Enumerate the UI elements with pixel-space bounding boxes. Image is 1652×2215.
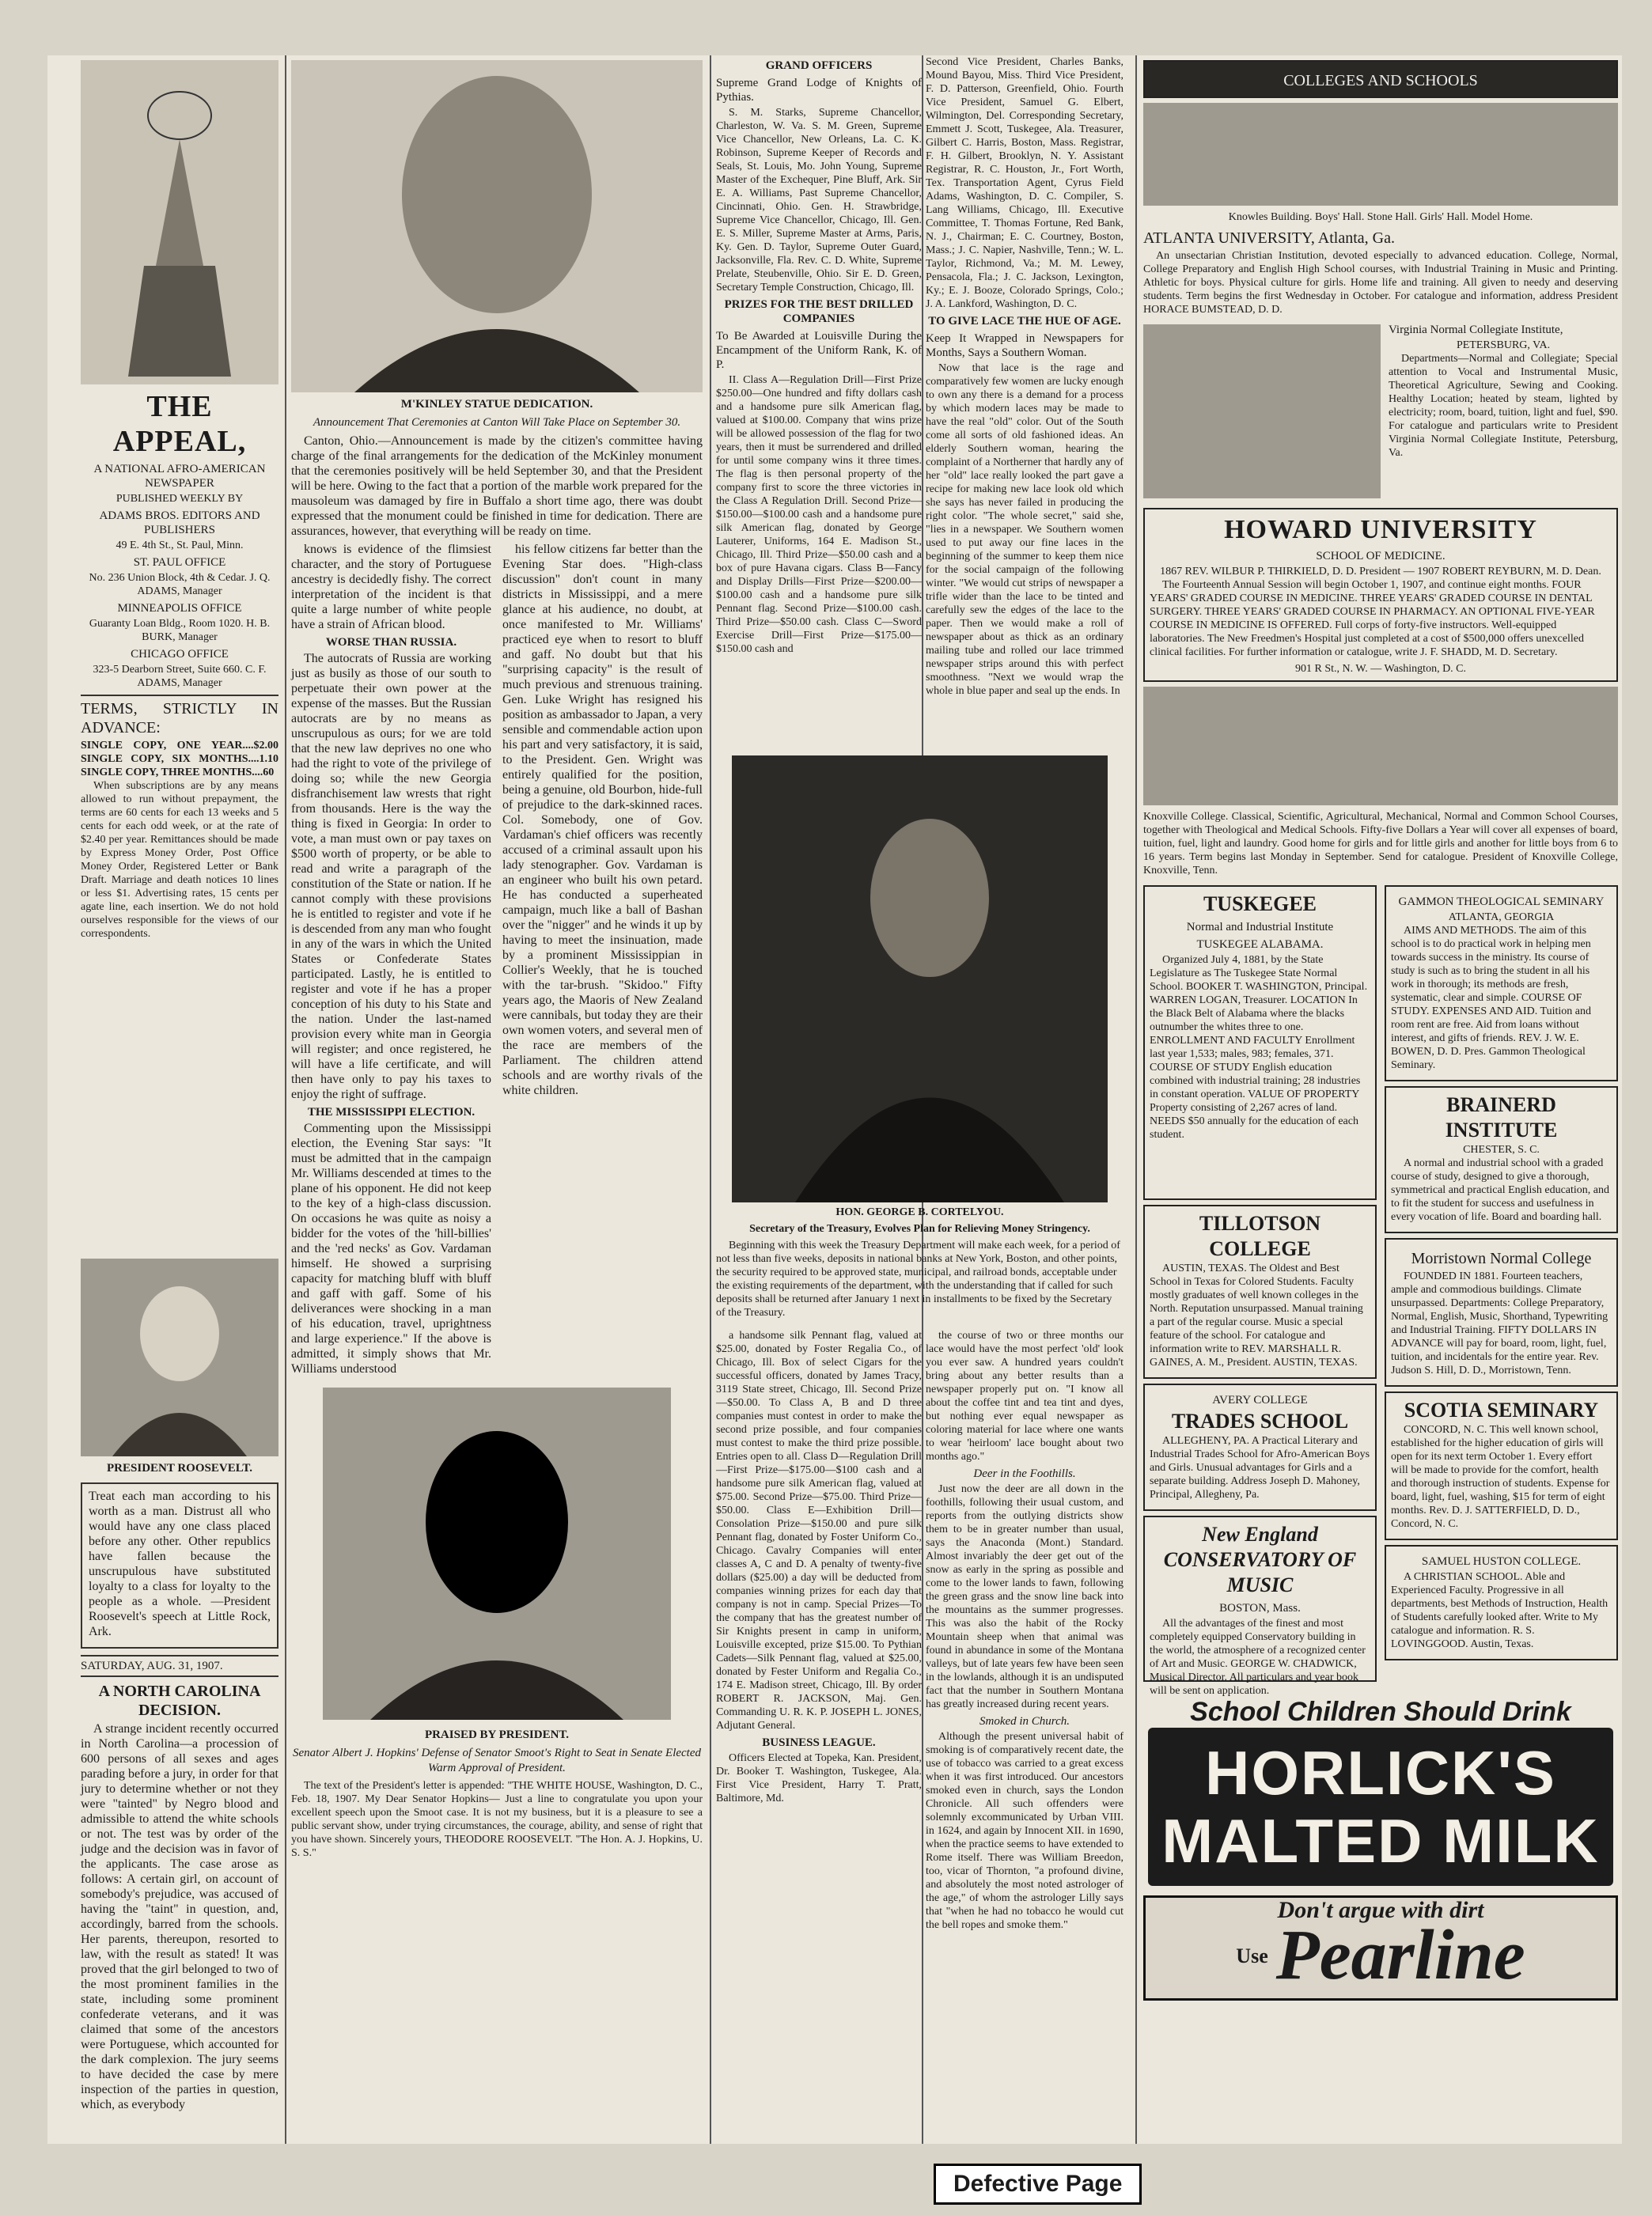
roosevelt-quote-box (81, 1482, 278, 1649)
mckinley-body: Canton, Ohio.—Announcement is made by the citizen's committee having charge of the final arrangements for the dedication of the McKinley monument that the ceremonies positively will be held September 30, and that the President will be here. Owing to the fact that a portion of the marble work prepared for the mausoleum was damaged by fire in Buffalo a short time ago, there was doubt expressed that the monument could be finished in time for dedication. There are assurances, however, that everything will be ready on time. (291, 434, 703, 538)
column-rule (710, 55, 711, 2144)
tillotson-ad (1143, 1205, 1377, 1379)
virginia-ad (1143, 320, 1618, 503)
roosevelt-quote: Treat each man according to his worth as a man. Distrust all who would have any one class placed before any other. Other republics have fallen because the unscrupulous have substituted loyalty to a class for loyalty to the people as a whole. —President Roosevelt's speech at Little Rock, Ark. (89, 1490, 271, 1638)
column-5-ads (1143, 55, 1618, 2144)
mckinley-drawing (291, 60, 703, 392)
column-rule (285, 55, 286, 2144)
tuskegee-place: TUSKEGEE ALABAMA. (1196, 938, 1324, 951)
column-2 (291, 55, 703, 2144)
prizes-sub: To Be Awarded at Louisville During the Encampment of the Uniform Rank, K. of P. (716, 330, 922, 371)
worse-than-russia-heading: WORSE THAN RUSSIA. (325, 636, 457, 649)
col2-left (291, 542, 491, 1380)
brainerd-place: CHESTER, S. C. (1463, 1144, 1540, 1156)
chicago-office: 323-5 Dearborn Street, Suite 660. C. F. ADAMS, Manager (93, 664, 267, 689)
roosevelt-portrait (81, 1259, 278, 1456)
mississippi-election-body: Commenting upon the Mississippi election, the Evening Star says: "It must be admitted that in the campaign Mr. Williams descended at times to the plane of his opponent. He did not keep to the key of a high-class discussion. On occasions he was quite as noisy a bidder for the votes of the 'hill-billies' and the 'red necks' as Gov. Vardaman himself. He showed a surprising capacity for matching bluff with bluff and gaff with gaff. Some of his deliverances were shocking in a man of his education, travel, uprightness and large experience." If the above is admitted, it simply shows that Mr. Williams understood (291, 1122, 491, 1376)
mckinley-portrait (291, 60, 703, 392)
ads-row-1 (1143, 880, 1618, 1697)
tuskegee-ad (1143, 885, 1377, 1200)
published-line: PUBLISHED WEEKLY BY (116, 493, 244, 505)
pearline-use: Use (1236, 1944, 1268, 1967)
horlicks-product: MALTED MILK (1161, 1806, 1600, 1876)
minneapolis-office-heading: MINNEAPOLIS OFFICE (117, 602, 242, 615)
tuskegee-name: TUSKEGEE (1203, 892, 1317, 915)
nc-decision-body: A strange incident recently occurred in North Carolina—a procession of 600 persons of all sexes and ages parading before a jury, in order for that jury to determine whether or not they were "tainted" by Negro blood and admissible to attend the white schools or not. The test was by order of the judge and the decision was in favor of the applicants. The case arose as follows: A certain girl, on account of somebody's prejudice, was accused of having the "taint" in question, and, accordingly, barred from the schools. Her parents, thereupon, resorted to law, with the result as stated! It was proved that the girl belonged to two of the most prominent families in the state, including some prominent confederate veterans, and it was claimed that some of the ancestors were Portuguese, which accounted for the dark complexion. The jury seems to have decided the case by mere inspection of the parties in question, which, as everybody (81, 1722, 278, 2111)
lace-sub: Keep It Wrapped in Newspapers for Months, Says a Southern Woman. (926, 332, 1123, 359)
colleges-banner (1143, 60, 1618, 98)
cortelyou-block (716, 755, 1123, 1323)
ads-left (1143, 880, 1377, 1697)
grand-officers-heading: GRAND OFFICERS (765, 59, 873, 72)
chicago-office-heading: CHICAGO OFFICE (131, 648, 229, 661)
nc-decision-title: A NORTH CAROLINA DECISION. (98, 1683, 261, 1719)
hopkins-portrait (323, 1388, 671, 1720)
avery-ad (1143, 1384, 1377, 1511)
pearline-ad (1143, 1895, 1618, 2001)
horlicks-tagline: School Children Should Drink (1190, 1697, 1571, 1727)
virginia-place: PETERSBURG, VA. (1456, 339, 1551, 351)
pearline-name: Pearline (1275, 1916, 1525, 1994)
business-league-officers: Second Vice President, Charles Banks, Mound Bayou, Miss. Third Vice President, F. D. Patterson, Greenfield, Ohio. Fourth Vice President, Samuel G. Elbert, Wilmington, Del. Corresponding Secretary, Emmett J. Scott, Tuskegee, Ala. Treasurer, Gilbert C. Harris, Boston, Mass. Registrar, F. H. Gilbert, Brooklyn, N. Y. Assistant Registrar, R. C. Houston, Jr., Fort Worth, Tex. Transportation Agent, Cyrus Field Adams, Washington, D. C. Compiler, S. Lang Williams, Chicago, Ill. Executive Committee, T. Thomas Fortune, Red Bank, N. J., Chairman; E. C. Courtney, Boston, Mass.; J. C. Napier, Nashville, Tenn.; W. L. Taylor, Richmond, Va.; M. M. Lewey, Pensacola, Fla.; J. C. Jackson, Lexington, Ky.; E. J. Booze, Colorado Springs, Colo.; J. A. Lankford, Washington, D. C. (926, 56, 1123, 310)
gammon-place: ATLANTA, GEORGIA (1448, 911, 1555, 923)
lace-heading: TO GIVE LACE THE HUE OF AGE. (928, 315, 1121, 328)
horlicks-panel (1148, 1728, 1613, 1886)
knoxville-image (1143, 687, 1618, 805)
grand-officers-sub: Supreme Grand Lodge of Knights of Pythias. (716, 77, 922, 104)
column-4-bottom (926, 1329, 1123, 2144)
roosevelt-caption: PRESIDENT ROOSEVELT. (107, 1462, 252, 1475)
howard-deans: 1867 REV. WILBUR P. THIRKIELD, D. D. President — 1907 ROBERT REYBURN, M. D. Dean. (1160, 566, 1601, 577)
virginia-image (1143, 324, 1381, 498)
conservatory-name: New England CONSERVATORY OF MUSIC (1163, 1523, 1357, 1596)
avery-body: ALLEGHENY, PA. A Practical Literary and Industrial Trades School for Afro-American Boys and Girls. Unusual advantages for Girls and a separate building. Address Joseph D. Mahoney, Principal, Allegheny, Pa. (1150, 1435, 1370, 1501)
tillotson-body: AUSTIN, TEXAS. The Oldest and Best School in Texas for Colored Students. Faculty mostly graduates of well known colleges in the North. Reputation unsurpassed. Manual training a part of the regular course. Music a special feature of the school. For catalogue and information write to REV. MARSHALL R. GAINES, A. M., President. AUSTIN, TEXAS. (1150, 1263, 1363, 1369)
col2-split (291, 542, 703, 1380)
praised-caption: PRAISED BY PRESIDENT. (424, 1728, 570, 1741)
gammon-name: GAMMON THEOLOGICAL SEMINARY (1398, 895, 1605, 908)
praised-body: The text of the President's letter is appended: "THE WHITE HOUSE, Washington, D. C., Feb. 18, 1907. My Dear Senator Hopkins— Just a line to congratulate you upon your excellent speech upon the Smoot case. It is not my business, but it is a pleasure to see a public servant show, under trying circumstances, the courage, ability, and sense of right that you have shown. Sincerely yours, THEODORE ROOSEVELT. "The Hon. A. J. Hopkins, U. S. S." (291, 1780, 703, 1859)
tuskegee-sub: Normal and Industrial Institute (1186, 921, 1334, 933)
publisher: ADAMS BROS. EDITORS AND PUBLISHERS (99, 509, 260, 536)
gammon-body: AIMS AND METHODS. The aim of this school is to do practical work in helping men towards success in the ministry. Its course of study is such as to bring the student in all his work in thorough; its methods are fresh, systematic, clear and simple. COURSE OF STUDY. EXPENSES AND AID. Tuition and room rent are free. Aid from loans without interest, and gifts of friends. REV. J. W. E. BOWEN, D. D. Pres. Gammon Theological Seminary. (1391, 925, 1591, 1071)
conservatory-ad (1143, 1516, 1377, 1697)
brainerd-body: A normal and industrial school with a graded course of study, designed to give a thorough, symmetrical and practical English education, and to fit the student for success and usefulness in every vocation of life. Board and boarding hall. (1391, 1157, 1610, 1223)
deer-body: Just now the deer are all down in the foothills, following their usual custom, and reports from the outlying districts show them to be in greater number than usual, says the Anaconda (Mont.) Standard. Almost invariably the deer get out of the snow as early in the spring as possible and come to the lower lands to fawn, following the green grass and the snow line back into the mountains as the summer progresses. This was also the habit of the Rocky Mountain sheep when that animal was found in abundance in some of the Montana valleys, but of late years few have been seen in the lowlands, although it is an undisputed fact that the number in Southern Montana has greatly increased during recent years. (926, 1483, 1123, 1710)
scotia-name: SCOTIA SEMINARY (1404, 1399, 1599, 1422)
business-league-heading: BUSINESS LEAGUE. (762, 1736, 876, 1749)
praised-subcaption: Senator Albert J. Hopkins' Defense of Senator Smoot's Right to Seat in Senate Elected Warm Approval of President. (292, 1747, 702, 1774)
brainerd-name: BRAINERD INSTITUTE (1445, 1093, 1558, 1142)
virginia-name: Virginia Normal Collegiate Institute, (1389, 324, 1563, 336)
howard-ad (1143, 508, 1618, 682)
paper-title: THE APPEAL, (112, 390, 247, 458)
column-3-bottom (716, 1329, 922, 2144)
prizes-continued: a handsome silk Pennant flag, valued at $25.00, donated by Foster Regalia Co., of Chicago, Ill. Box of select Cigars for the successful officers, donated by James Tracy, 3119 State street, Chicago, Ill. Second Prize—$50.00. To Class A, B and D three companies must contest in order to make the second prize possible, and four companies must contest to make the third prize possible. Entries open to all. Class D—Regulation Drill—First Prize—$175.00—$100 cash and a handsome pure silk American flag, valued at $75.00. Second Prize—$75.00. Third Prize—$50.00. Class E—Exhibition Drill—Consolation Prize—$150.00 and pure silk Pennant flag, donated by Foster Uniform Co., Chicago. Cavalry Companies will enter classes A, C and D. A penalty of twenty-five dollars ($25.00) a day will be deducted from companies winning prizes for each day that company is not in camp. Special Prizes—To the company that has the greatest number of Sir Knights present in camp in uniform, Louisville excepted, prize $15.00. To Pythian Cadets—Silk Pennant flag, valued at $25.00, donated by Fester Uniform and Regalia Co., 174 E. Madison street, Chicago, Ill. By order ROBERT R. JACKSON, Maj. Gen. Commanding U. R. K. P. JOSEPH L. JONES, Adjutant General. (716, 1330, 922, 1732)
flimsy-text: knows is evidence of the flimsiest character, and the story of Portuguese ancestry is decidedly fishy. The correct interpretation of the incident is that quite a large number of white people have a strain of African blood. (291, 543, 491, 631)
st-paul-office: No. 236 Union Block, 4th & Cedar. J. Q. ADAMS, Manager (89, 572, 271, 597)
column-rule (1135, 55, 1137, 2144)
tuskegee-body: Organized July 4, 1881, by the State Legislature as The Tuskegee State Normal School. BOOKER T. WASHINGTON, Principal. WARREN LOGAN, Treasurer. LOCATION In the Black Belt of Alabama where the blacks outnumber the whites three to one. ENROLLMENT AND FACULTY Enrollment last year 1,533; males, 983; females, 371. COURSE OF STUDY English education combined with industrial training; 28 industries in constant operation. VALUE OF PROPERTY Property consisting of 2,267 acres of land. NEEDS $50 annually for the education of each student. (1150, 954, 1368, 1141)
colleges-heading: COLLEGES AND SCHOOLS (1283, 72, 1478, 89)
gammon-ad (1385, 885, 1618, 1081)
huston-name: SAMUEL HUSTON COLLEGE. (1421, 1555, 1582, 1568)
knoxville-body: Knoxville College. Classical, Scientific, Agricultural, Mechanical, Normal and Common School Courses, together with Theological and Medical Schools. Fifty-five Dollars a Year will cover all expenses of board, tuition, fuel, light and laundry. Good home for girls and for little girls and another for little boys from 6 to 16 years. Term begins last Monday in September. Send for catalogue. President of Knoxville College, Knoxville, Tenn. (1143, 811, 1618, 877)
lace-continued: the course of two or three months our lace would have the most perfect 'old' look you ever saw. A hundred years couldn't bring about any better results than a newspaper properly put on. "I know all about the coffee tint and tea tint and dyes, but nothing ever equal newspaper as coloring material for lace where one wants to wear 'heirloom' lace bought about two months ago." (926, 1330, 1123, 1463)
publisher-address: 49 E. 4th St., St. Paul, Minn. (116, 540, 244, 551)
grand-officers-list: S. M. Starks, Supreme Chancellor, Charleston, W. Va. S. M. Green, Supreme Vice Chancellor, New Orleans, La. C. K. Robinson, Supreme Keeper of Records and Seals, St. Louis, Mo. John Young, Supreme Master of the Exchequer, Pine Bluff, Ark. Sir E. A. Williams, Past Supreme Chancellor, Cincinnati, Ohio. Gen. H. Strawbridge, Supreme Vice Chancellor, Chicago, Ill. Gen. E. S. Miller, Supreme Master at Arms, Paris, Ky. Gen. D. Taylor, Supreme Outer Guard, Jacksonville, Fla. Rev. C. D. White, Supreme Prelate, Steubenville, Ohio. Sir E. D. Green, Secretary Temple Construction, Chicago, Ill. (716, 107, 922, 293)
virginia-body: Departments—Normal and Collegiate; Special attention to Vocal and Instrumental Music, Theoretical Agriculture, Sewing and Cooking. Healthy Location; heated by steam, lighted by electricity; room, board, tuition, light and fuel, $90. For catalogue and particulars write to President Virginia Normal Collegiate Institute, Petersburg, Va. (1389, 353, 1618, 459)
huston-body: A CHRISTIAN SCHOOL. Able and Experienced Faculty. Progressive in all departments, best Methods of Instruction, Health of Students carefully looked after. Write to My catalogue and information. R. S. LOVINGGOOD. Austin, Texas. (1391, 1571, 1608, 1650)
conservatory-body: All the advantages of the finest and most completely equipped Conservatory building in the world, the atmosphere of a recognized center of Art and Music. GEORGE W. CHADWICK, Musical Director. All particulars and year book will be sent on application. (1150, 1618, 1366, 1697)
howard-address: 901 R St., N. W. — Washington, D. C. (1294, 663, 1467, 675)
brainerd-ad (1385, 1086, 1618, 1233)
ads-right (1385, 880, 1618, 1687)
column-4-top (926, 55, 1123, 752)
scotia-body: CONCORD, N. C. This well known school, established for the higher education of girls will open for its next term October 1. Every effort will be made to provide for the comfort, health and thorough instruction of students. Expense for board, light, fuel, washing, $15 for term of eight months. Rev. D. J. SATTERFIELD, D. D., Concord, N. C. (1391, 1424, 1610, 1530)
minneapolis-office: Guaranty Loan Bldg., Room 1020. H. B. BURK, Manager (89, 618, 271, 643)
mckinley-subcaption: Announcement That Ceremonies at Canton Will Take Place on September 30. (313, 416, 681, 429)
issue-date: SATURDAY, AUG. 31, 1907. (81, 1655, 278, 1677)
avery-trades: TRADES SCHOOL (1171, 1410, 1349, 1433)
masthead-illustration (81, 60, 278, 384)
prizes-body: II. Class A—Regulation Drill—First Prize $250.00—One hundred and fifty dollars cash and a handsome pure silk American flag, valued at $100.00. Company that wins prize will be allowed possession of the flag for two years, then it must be surrendered and drilled for until some company wins it three times. The flag is then personal property of the company first to score the three victories in the Class A Regulation Drill. Second Prize—$150.00—$100.00 cash and a handsome pure silk American flag, donated by George Lauterer, Uniforms, 164 E. Madison St., Chicago, Ill. Third Prize—$50.00 cash and a box of pure Havana cigars. Class B—Fancy and Display Drills—First Prize—$200.00—$100.00 cash and a handsome pure silk Pennant flag. Second Prize—$100.00 cash. Third Prize—$50.00 cash. Class C—Sword Exercise Drill—First Prize—$175.00—$150.00 cash and (716, 374, 922, 655)
defective-page-label: Defective Page (934, 2164, 1142, 2205)
avery-name: AVERY COLLEGE (1212, 1394, 1308, 1407)
vardaman-text: his fellow citizens far better than the Evening Star does. "High-class discussion" don't count in many districts in Mississippi, and a mere glance at his audience, no doubt, at once manifested to Mr. Williams' practiced eye when to resort to bluff and gaff. No doubt but that his "surprising capacity" is the result of much previous and strenuous training. Gen. Luke Wright has resigned his position as ambassador to Japan, a very sensible and commendable action upon his part and very satisfactory, it is said, to the President. Gen. Wright was entirely qualified for the position, being a genuine, old Bourbon, hide-full of prejudice to the dark-skinned races. Col. Somebody, one of Gov. Vardaman's chief officers was recently accused of a criminal assault upon his lady stenographer. Gov. Vardaman is an engineer who built his own petard. He has conducted a superheated campaign, much like a ball of Bashan over the "nigger" and he winds it up by having to meet the insinuation, made by a prominent Mississippian in Collier's Weekly, that he is touched with the tar-brush. "Skidoo." Fifty years ago, the Maoris of New Zealand were cannibals, but today they are their own women voters, and several men of the race are members of the Parliament. The children attend schools and are worthy rivals of the white children. (502, 543, 703, 1097)
smoke-body: Although the present universal habit of smoking is of comparatively recent date, the use of tobacco was carried to a great excess when it was first introduced. Our ancestors smoked even in church, says the London Chronicle. All such offenders were solemnly excommunicated by Urban VIII. in 1624, and again by Innocent XII. in 1690, when the practice seems to have extended to Rome itself. There was William Breedon, too, vicar of Thornton, "a profound divine, and absolutely the most noted astrologer of the age," of whom the astrologer Lilly says that "when he had no tobacco he would cut the bell ropes and smoke them." (926, 1731, 1123, 1931)
cortelyou-subcaption: Secretary of the Treasury, Evolves Plan for Relieving Money Stringency. (749, 1223, 1090, 1235)
terms-body: When subscriptions are by any means allowed to run without prepayment, the terms are 60 cents for each 13 weeks and 5 cents for each odd week, or at the rate of $2.40 per year. Remittances should be made by Express Money Order, Post Office Money Order, Registered Letter or Bank Draft. Marriage and death notices 10 lines or less $1. Advertising rates, 15 cents per agate line, each insertion. We do not hold ourselves responsible for the views of our correspondents. (81, 780, 278, 940)
howard-school: SCHOOL OF MEDICINE. (1316, 550, 1446, 562)
mississippi-election-heading: THE MISSISSIPPI ELECTION. (307, 1106, 476, 1119)
atlanta-caption: Knowles Building. Boys' Hall. Stone Hall. Girls' Hall. Model Home. (1228, 211, 1533, 223)
hopkins-drawing (323, 1388, 671, 1720)
scotia-ad (1385, 1391, 1618, 1540)
worse-than-russia-body: The autocrats of Russia are working just as busily as those of our south to perpetuate their own power at the expense of the masses. But the Russian autocrats are by no means as unscrupulous as ours; for we are told that the new law deprives no one who had the right to vote of the privilege of doing so; while the new Georgia disfranchisement law wrests that right from thousands. Here is the way the thing is fixed in Georgia: In order to vote, a man must own or pay taxes on $500 worth of property, or be able to read and write a paragraph of the constitution of the State or nation. If he cannot comply with these provisions he is entitled to register and vote if he is descended from any man who fought in any of the wars in which the United States or Confederate States participated. Lastly, he is entitled to register and vote if he has a proper conception of his duty to his State and the nation. Under the last-named provision every white man in Georgia will register; and once registered, he will have a life certificate, and will then have only to pay his taxes to enjoy the right of suffrage. (291, 652, 491, 1101)
business-league-body: Officers Elected at Topeka, Kan. President, Dr. Booker T. Washington, Tuskegee, Ala. First Vice President, Harry T. Pratt, Baltimore, Md. (716, 1752, 922, 1804)
column-1 (81, 55, 278, 2144)
morristown-body: FOUNDED IN 1881. Fourteen teachers, ample and commodious buildings. Climate unsurpassed. Departments: College Preparatory, Normal, English, Music, Shorthand, Typewriting and Industrial Training. FIFTY DOLLARS IN ADVANCE will pay for board, room, light, fuel, tuition, and incidentals for the entire year. Rev. Judson S. Hill, D. D., Morristown, Tenn. (1391, 1270, 1608, 1376)
lace-body: Now that lace is the rage and comparatively few women are lucky enough to own any there is a demand for a process by which modern laces may be made to have the real "old" color. Out of the South come all sorts of old fashioned ideas. An elderly Southern woman, hearing the complaint of a Northerner that hardly any of her "old" lace really looked the part gave a recipe for making new lace look old which she says has never failed in producing the right color. "The whole secret," said she, "lies in a newspaper. We Southern women used to put away our fine laces in the beginning of the summer to keep them nice for the social campaign of the following winter. "We would cut strips of newspaper a trifle wider than the lace to be tinted and carefully sew the edges of the lace to the paper. Then we would make a roll of newspaper about as thick as an ordinary mailing tube and rolled our lace trimmed newspaper strips around this with perfect smoothness. "Next we would wrap the whole in blue paper and seal up the ends. In (926, 362, 1123, 697)
cortelyou-portrait (732, 755, 1108, 1202)
roosevelt-drawing (81, 1259, 278, 1456)
paper-subtitle: A NATIONAL AFRO-AMERICAN NEWSPAPER (93, 463, 266, 490)
terms-rates: SINGLE COPY, ONE YEAR....$2.00 SINGLE COPY, SIX MONTHS....1.10 SINGLE COPY, THREE MONTHS....60 (81, 740, 278, 778)
column-3-top (716, 55, 922, 752)
conservatory-place: BOSTON, Mass. (1219, 1602, 1301, 1615)
atlanta-name: ATLANTA UNIVERSITY, Atlanta, Ga. (1143, 229, 1395, 247)
atlanta-body: An unsectarian Christian Institution, devoted especially to advanced education. College, Normal, College Preparatory and English High School courses, with Industrial Training in Music and Printing. Athletic for boys. Physical culture for girls. Home life and training. All given to needy and deserving students. Term begins the first Wednesday in October. For catalogue and information, address President HORACE BUMSTEAD, D. D. (1143, 250, 1618, 316)
morristown-ad (1385, 1238, 1618, 1387)
prizes-heading: PRIZES FOR THE BEST DRILLED COMPANIES (724, 298, 914, 325)
howard-name: HOWARD UNIVERSITY (1224, 515, 1537, 544)
cortelyou-photo (732, 755, 1108, 1202)
pearline-row (1150, 1918, 1611, 1994)
huston-ad (1385, 1545, 1618, 1660)
st-paul-office-heading: ST. PAUL OFFICE (133, 556, 226, 569)
terms-heading: TERMS, STRICTLY IN ADVANCE: (81, 695, 278, 737)
appeal-figure-drawing (81, 60, 278, 384)
cortelyou-caption: HON. GEORGE B. CORTELYOU. (835, 1206, 1004, 1218)
morristown-name: Morristown Normal College (1411, 1250, 1592, 1267)
virginia-text (1389, 320, 1618, 503)
cortelyou-body: Beginning with this week the Treasury Department will make each week, for a period of not less than five weeks, deposits in national banks at New York, Boston, and other points, the security required to be approved state, municipal, and railroad bonds, acceptable under the existing requirements of the department, with the understanding that if called for such deposits shall be returned after January 1 next in installments to be fixed by the Secretary of the Treasury. (716, 1240, 1120, 1319)
howard-body: The Fourteenth Annual Session will begin October 1, 1907, and continue eight months. FOUR YEARS' GRADED COURSE IN MEDICINE. THREE YEARS' GRADED COURSE IN DENTAL SURGERY. THREE YEARS' GRADED COURSE IN PHARMACY. AN OPTIONAL FIVE-YEAR COURSE IN MEDICINE IS OFFERED. Full corps of forty-five instructors. Well-equipped laboratories. The New Freedmen's Hospital just completed at a cost of $500,000 offers unexcelled clinical facilities. For further information or catalogue, write J. F. SHADD, M. D. Secretary. (1150, 579, 1595, 658)
horlicks-ad (1143, 1691, 1618, 1891)
smoke-heading: Smoked in Church. (979, 1715, 1070, 1728)
horlicks-name: HORLICK'S (1205, 1738, 1556, 1808)
col2-right (502, 542, 703, 1380)
mckinley-caption: M'KINLEY STATUE DEDICATION. (400, 398, 593, 411)
pearline-tagline: Don't argue with dirt (1277, 1897, 1484, 1923)
tillotson-name: TILLOTSON COLLEGE (1199, 1212, 1321, 1260)
deer-heading: Deer in the Foothills. (973, 1467, 1076, 1480)
atlanta-buildings-image (1143, 103, 1618, 206)
